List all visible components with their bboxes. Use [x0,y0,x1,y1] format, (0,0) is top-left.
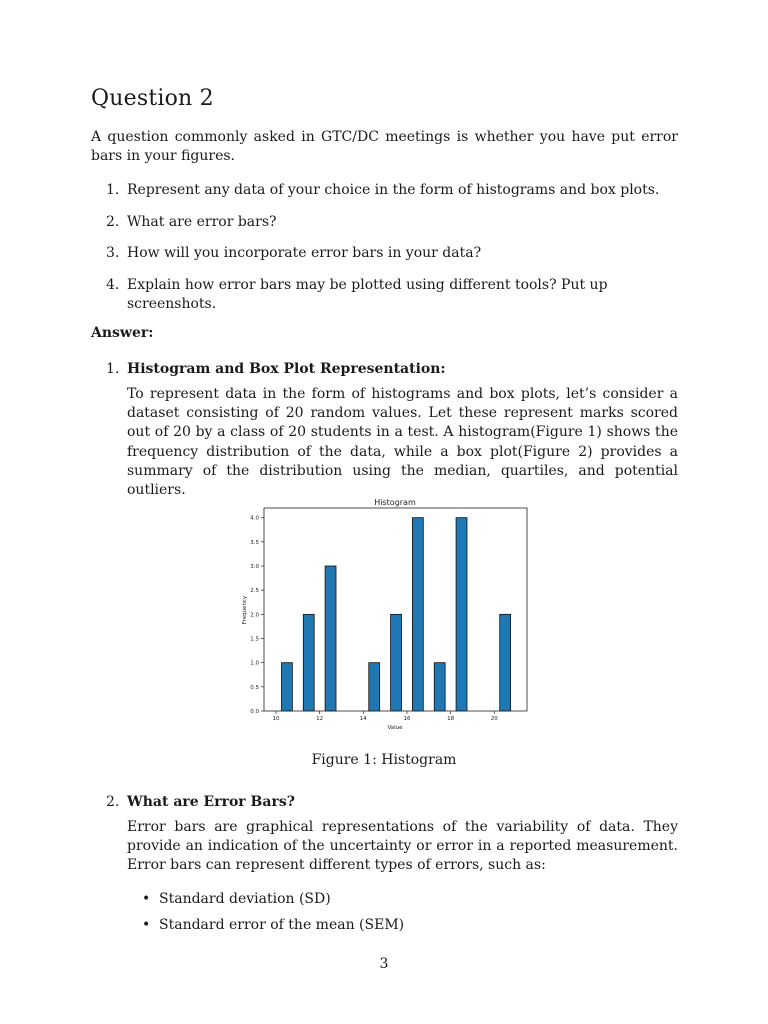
section-2-heading: What are Error Bars? [127,794,295,810]
section-2-number: 2. [106,794,120,810]
bullet-glyph: • [142,891,151,907]
y-tick-label: 1.5 [250,636,259,643]
chart-title: Histogram [374,498,416,507]
question-number: 4. [106,276,120,293]
answer-label: Answer: [91,325,154,341]
list-item [128,890,688,909]
list-item-text: Standard error of the mean (SEM) [159,917,405,933]
section-1-heading: Histogram and Box Plot Representation: [127,361,446,377]
bullet-glyph: • [142,917,151,933]
question-item-3 [91,244,691,263]
intro-paragraph: A question commonly asked in GTC/DC meetings is whether you have put error bars in your figures. [91,129,678,165]
y-tick-label: 2.0 [250,612,259,619]
y-tick-label: 1.0 [250,660,259,667]
list-item [128,916,688,935]
question-number: 1. [106,182,120,198]
x-tick-label: 18 [447,716,455,722]
section-2-body: Error bars are graphical representations of the variability of data. They provide an indication of the uncertainty or error in a reported measurement. Error bars can represent different types of errors, such as: [127,819,678,874]
histogram-bar [434,663,445,711]
histogram-bar [325,566,336,711]
y-tick-label: 4.0 [250,515,259,522]
x-tick-label: 10 [272,716,280,722]
question-number: 2. [106,213,120,230]
page-title: Question 2 [91,86,214,111]
question-text: How will you incorporate error bars in your data? [127,245,482,261]
y-tick-label: 2.5 [250,588,259,595]
x-tick-label: 12 [316,716,324,722]
histogram-bar [391,614,402,711]
x-tick-label: 16 [403,716,411,722]
histogram-bar [281,663,292,711]
section-1-body: To represent data in the form of histograms and box plots, let’s consider a dataset consisting of 20 random values. Let these represent marks scored out of 20 by a class of 20 students in a test. A histogram(Figure 1) shows the frequency distribution of the data, while a box plot(Figure 2) provides a summary of the distribution using the median, quartiles, and potential outliers. [127,386,678,499]
question-list [91,181,691,326]
figure-caption: Figure 1: Histogram [311,752,457,768]
histogram-bar [369,663,380,711]
histogram-bar [456,518,467,711]
question-text: Explain how error bars may be plotted using different tools? Put up screenshots. [127,276,608,312]
histogram-chart [236,494,536,734]
histogram-bar [412,518,423,711]
x-tick-label: 14 [359,716,367,722]
histogram-bar [500,614,511,711]
question-item-4 [91,276,691,314]
question-text: What are error bars? [127,213,277,230]
y-tick-label: 3.0 [250,564,259,570]
error-type-list [128,890,688,942]
x-axis-label: Value [387,725,403,731]
histogram-bar [303,614,314,711]
section-1-number: 1. [106,361,120,377]
y-tick-label: 0.0 [250,709,259,715]
question-item-1 [91,181,691,200]
question-item-2 [91,213,691,232]
question-text: Represent any data of your choice in the form of histograms and box plots. [127,182,660,198]
y-tick-label: 3.5 [250,539,259,546]
y-axis-label: Frequency [242,595,248,625]
page-number: 3 [379,956,389,972]
x-tick-label: 20 [490,716,498,722]
question-number: 3. [106,245,120,261]
list-item-text: Standard deviation (SD) [159,891,331,907]
y-tick-label: 0.5 [250,684,259,691]
